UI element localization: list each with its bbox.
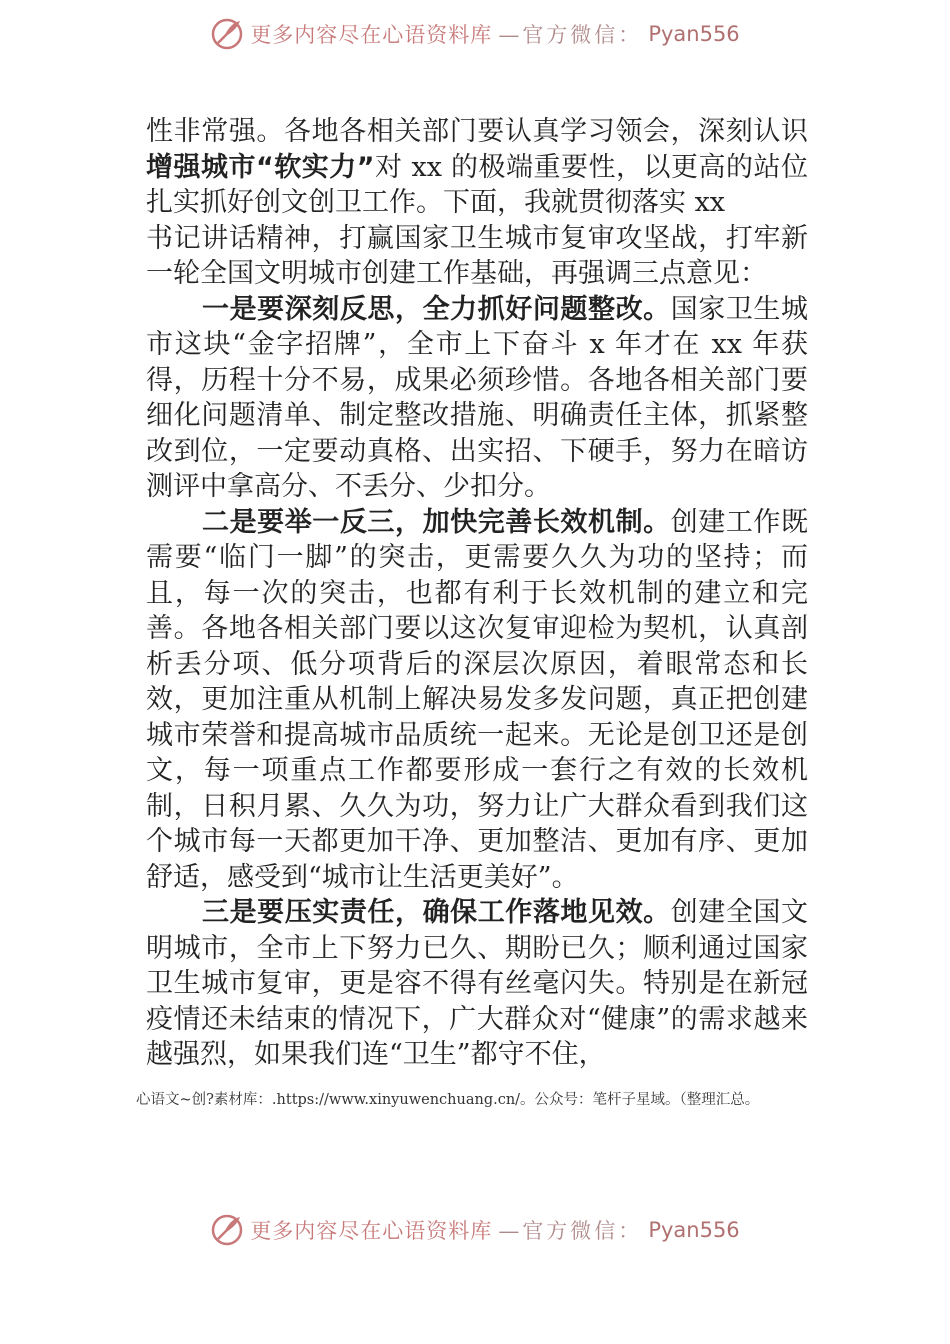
source-footnote: 心语文~创?素材库：.https://www.xinyuwenchuang.cn/。公众号：笔杆子星域。（整理汇总。 <box>136 1092 760 1108</box>
banner-wechat-id: Pyan556 <box>648 1218 740 1242</box>
footer-watermark <box>0 1210 950 1250</box>
paragraph-point-3: 三是要压实责任，确保工作落地见效。创建全国文明城市，全市上下努力已久、期盼已久；顺利通过国家卫生城市复审，更是容不得有丝毫闪失。特别是在新冠疫情还未结束的情况下，广大群众对“健康”的需求越来越强烈，如果我们连“卫生”都守不住， <box>146 897 809 1070</box>
quill-logo-icon <box>210 17 244 51</box>
banner-subtitle: —官方微信： <box>498 1219 643 1243</box>
point-1-heading: 一是要深刻反思，全力抓好问题整改。 <box>202 293 671 325</box>
paragraph-intro: 性非常强。各地各相关部门要认真学习领会，深刻认识增强城市“软实力”对 xx 的极端重要性，以更高的站位扎实抓好创文创卫工作。下面，我就贯彻落实 xx <box>146 116 808 218</box>
point-2-heading: 二是要举一反三，加快完善长效机制。 <box>202 506 671 538</box>
paragraph-intro-cont: 书记讲话精神，打赢国家卫生城市复审攻坚战，打牢新一轮全国文明城市创建工作基础，再强调三点意见： <box>146 222 808 289</box>
document-body <box>146 114 808 1073</box>
quill-logo-icon <box>210 1213 244 1247</box>
banner-title: 更多内容尽在心语资料库 <box>250 1219 493 1243</box>
paragraph-point-2: 二是要举一反三，加快完善长效机制。创建工作既需要“临门一脚”的突击，更需要久久为功的坚持；而且，每一次的突击，也都有利于长效机制的建立和完善。各地各相关部门要以这次复审迎检为契机，认真剖析丢分项、低分项背后的深层次原因，着眼常态和长效，更加注重从机制上解决易发多发问题，真正把创建城市荣誉和提高城市品质统一起来。无论是创卫还是创文，每一项重点工作都要形成一套行之有效的长效机制，日积月累、久久为功，努力让广大群众看到我们这个城市每一天都更加干净、更加整洁、更加有序、更加舒适，感受到“城市让生活更美好”。 <box>146 506 809 893</box>
header-watermark <box>0 14 950 54</box>
banner-subtitle: —官方微信： <box>498 23 643 47</box>
banner-wechat-id: Pyan556 <box>648 22 740 46</box>
highlight-soft-power: 增强城市“软实力” <box>146 151 375 183</box>
paragraph-point-1: 一是要深刻反思，全力抓好问题整改。国家卫生城市这块“金字招牌”，全市上下奋斗 x 年才在 xx 年获得，历程十分不易，成果必须珍惜。各地各相关部门要细化问题清单、制定整改措施、明确责任主体，抓紧整改到位，一定要动真格、出实招、下硬手，努力在暗访测评中拿高分、不丢分、少扣分。 <box>146 293 809 502</box>
banner-title: 更多内容尽在心语资料库 <box>250 23 493 47</box>
point-3-heading: 三是要压实责任，确保工作落地见效。 <box>202 897 671 928</box>
